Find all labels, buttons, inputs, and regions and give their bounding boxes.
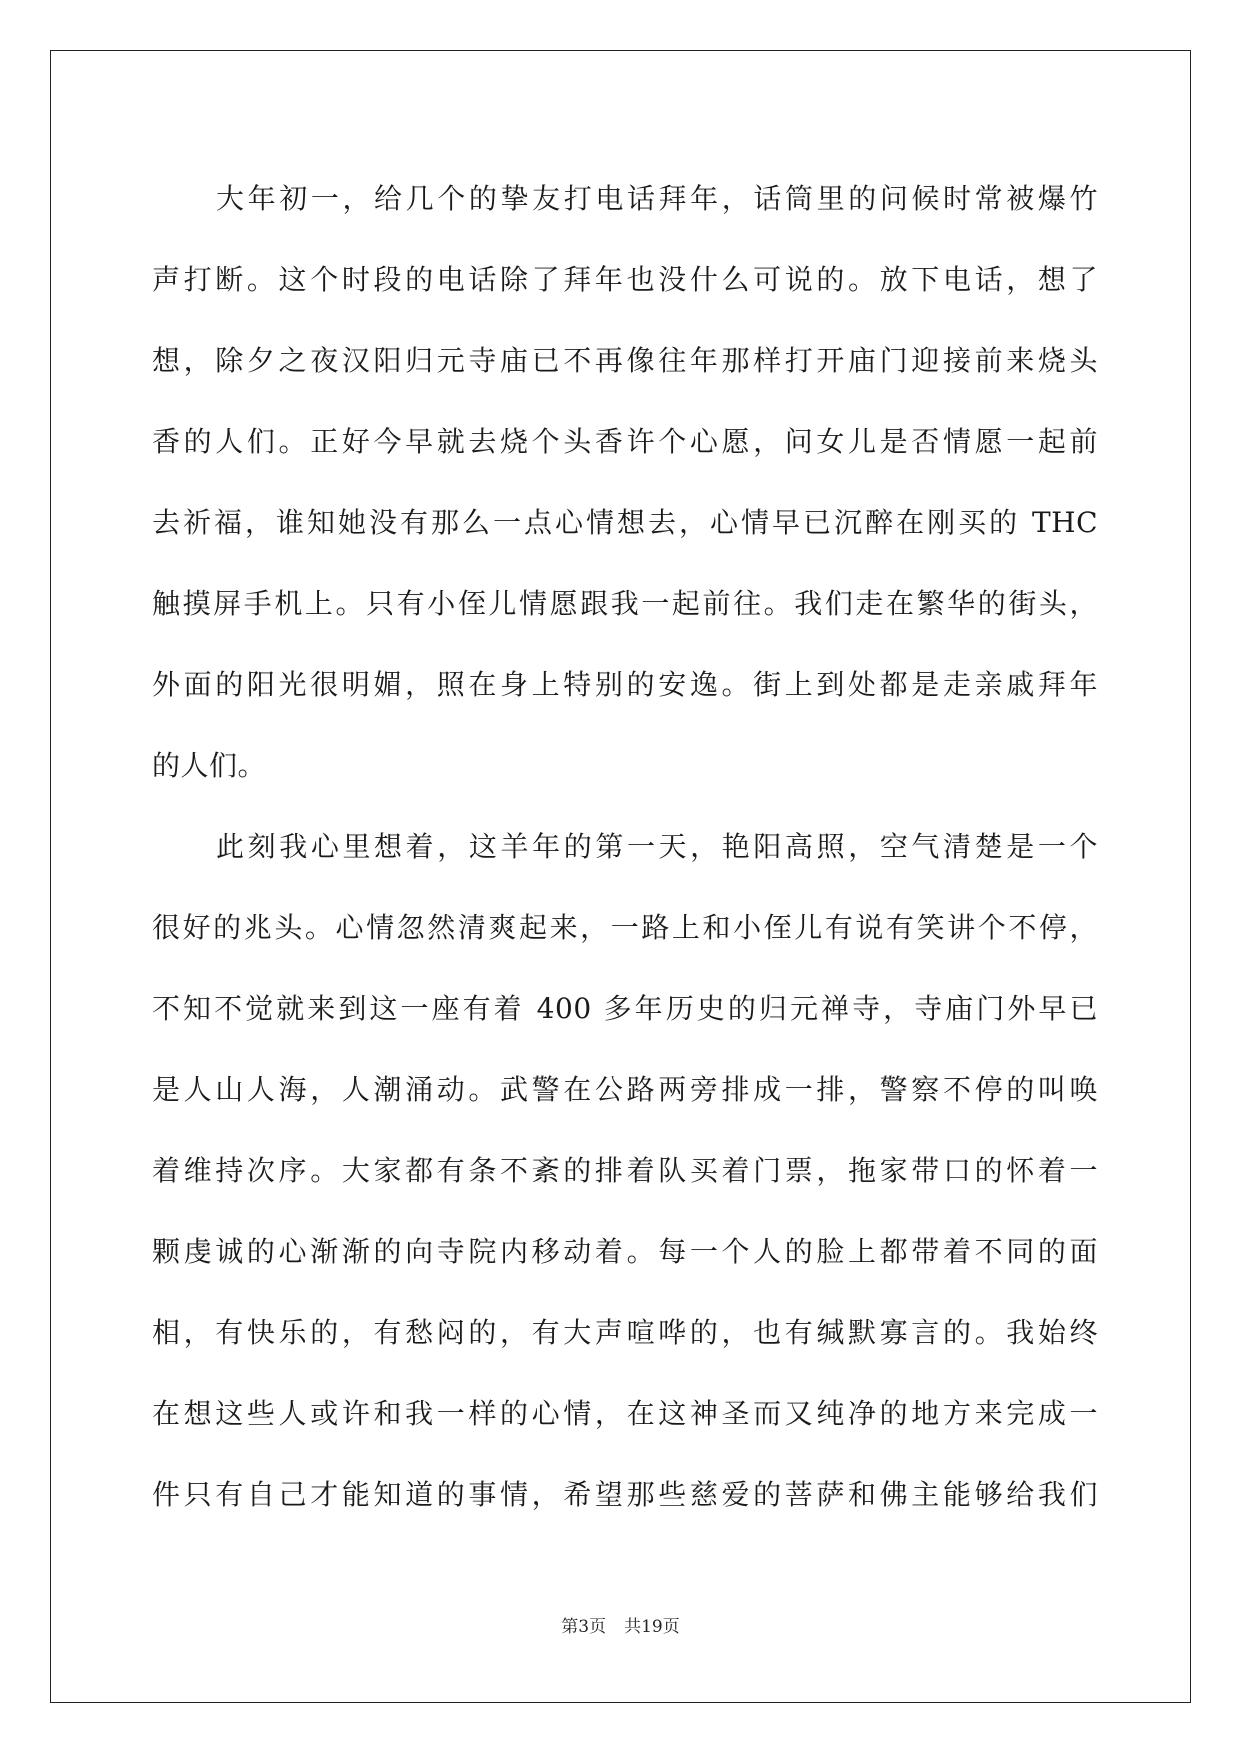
page-number: 第3页 [561, 1617, 607, 1637]
text-line: 香的人们。正好今早就去烧个头香许个心愿，问女儿是否情愿一起前 [152, 425, 1098, 458]
text-line: 件只有自己才能知道的事情，希望那些慈爱的菩萨和佛主能够给我们 [152, 1478, 1098, 1511]
text-line: 颗虔诚的心渐渐的向寺院内移动着。每一个人的脸上都带着不同的面 [152, 1235, 1098, 1268]
page-footer [0, 1612, 1241, 1637]
text-line: 去祈福，谁知她没有那么一点心情想去，心情早已沉醉在刚买的 THC [152, 506, 1098, 539]
text-line: 相，有快乐的，有愁闷的，有大声喧哗的，也有缄默寡言的。我始终 [152, 1316, 1098, 1349]
text-line: 大年初一，给几个的挚友打电话拜年，话筒里的问候时常被爆竹 [216, 182, 1098, 215]
text-line: 是人山人海，人潮涌动。武警在公路两旁排成一排，警察不停的叫唤 [152, 1073, 1098, 1106]
paragraph-1 [152, 158, 1098, 806]
text-line: 想，除夕之夜汉阳归元寺庙已不再像往年那样打开庙门迎接前来烧头 [152, 344, 1098, 377]
paragraph-2 [152, 806, 1098, 1535]
text-line: 触摸屏手机上。只有小侄儿情愿跟我一起前往。我们走在繁华的街头， [152, 587, 1098, 620]
text-line: 不知不觉就来到这一座有着 400 多年历史的归元禅寺，寺庙门外早已 [152, 992, 1098, 1025]
text-line: 外面的阳光很明媚，照在身上特别的安逸。街上到处都是走亲戚拜年 [152, 668, 1098, 701]
document-body [152, 158, 1098, 1535]
text-line: 着维持次序。大家都有条不紊的排着队买着门票，拖家带口的怀着一 [152, 1154, 1098, 1187]
text-line: 在想这些人或许和我一样的心情，在这神圣而又纯净的地方来完成一 [152, 1397, 1098, 1430]
text-line: 很好的兆头。心情忽然清爽起来，一路上和小侄儿有说有笑讲个不停， [152, 911, 1098, 944]
page-total: 共19页 [624, 1617, 680, 1637]
text-line: 此刻我心里想着，这羊年的第一天，艳阳高照，空气清楚是一个 [216, 830, 1098, 863]
text-line: 的人们。 [152, 749, 267, 782]
text-line: 声打断。这个时段的电话除了拜年也没什么可说的。放下电话，想了 [152, 263, 1098, 296]
